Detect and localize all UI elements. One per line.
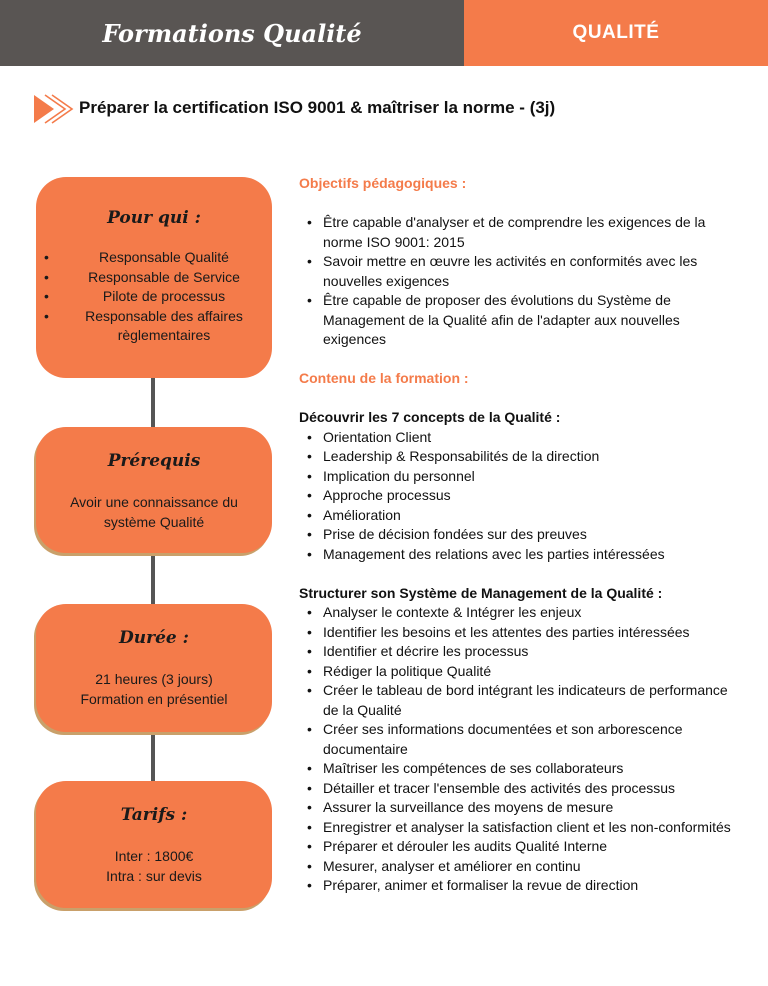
objectifs-list — [299, 213, 739, 350]
list-item: • Identifier les besoins et les attentes des parties intéressées — [307, 623, 690, 640]
list-item: • Détailler et tracer l'ensemble des activités des processus — [307, 779, 676, 796]
list-item: • Mesurer, analyser et améliorer en continu — [307, 857, 581, 874]
card-pour-qui — [36, 177, 272, 378]
card-prerequis — [36, 427, 272, 553]
list-item: • Approche processus — [307, 487, 451, 503]
list-item: • Amélioration — [307, 506, 401, 523]
list-item: • Leadership & Responsabilités de la direction — [307, 448, 600, 464]
part2-title: Structurer son Système de Management de la Qualité : — [299, 584, 663, 601]
document-title: Préparer la certification ISO 9001 & maîtriser la norme - (3j) — [79, 98, 556, 117]
card-duree-text: 21 heures (3 jours) Formation en présentiel — [80, 671, 228, 707]
list-item: • Responsable de Service — [44, 268, 240, 285]
header-category-bar — [464, 0, 768, 66]
list-item: • Prise de décision fondées sur des preuves — [307, 526, 587, 542]
header-title-bar — [0, 0, 464, 66]
list-item: • Implication du personnel — [307, 467, 475, 484]
list-item: • Être capable de proposer des évolutions du Système de Management de la Qualité afin de l'adapter aux nouvelles exigences — [307, 292, 680, 347]
list-item: • Management des relations avec les parties intéressées — [307, 545, 665, 562]
list-item: • Responsable Qualité — [44, 249, 229, 265]
content-column — [299, 174, 739, 896]
card-duree — [36, 604, 272, 732]
card-prerequis-title: Prérequis — [107, 451, 201, 471]
header-category: QUALITÉ — [572, 22, 660, 43]
list-item: • Préparer, animer et formaliser la revue de direction — [307, 877, 639, 893]
card-tarifs-title: Tarifs : — [120, 805, 188, 825]
list-item: • Créer le tableau de bord intégrant les indicateurs de performance de la Qualité — [307, 682, 728, 718]
list-item: • Assurer la surveillance des moyens de mesure — [307, 799, 614, 815]
list-item: • Responsable des affaires règlementaires — [44, 307, 243, 343]
card-tarifs-text: Inter : 1800€ Intra : sur devis — [106, 848, 202, 884]
double-chevron-icon — [34, 94, 74, 124]
list-item: • Identifier et décrire les processus — [307, 643, 529, 659]
contenu-title: Contenu de la formation : — [299, 370, 469, 386]
objectifs-title: Objectifs pédagogiques : — [299, 175, 467, 191]
list-item: • Maîtriser les compétences de ses collaborateurs — [307, 760, 624, 776]
part2-list — [299, 603, 739, 896]
list-item: • Enregistrer et analyser la satisfaction client et les non-conformités — [307, 818, 731, 835]
audience-list — [36, 248, 272, 346]
list-item: • Rédiger la politique Qualité — [307, 662, 492, 679]
list-item: • Orientation Client — [307, 428, 432, 445]
card-prerequis-text: Avoir une connaissance du système Qualité — [70, 494, 238, 530]
part1-title: Découvrir les 7 concepts de la Qualité : — [299, 409, 561, 425]
header-title: Formations Qualité — [102, 18, 362, 48]
list-item: • Savoir mettre en œuvre les activités en conformités avec les nouvelles exigences — [307, 253, 698, 289]
card-tarifs — [36, 781, 272, 908]
card-pour-qui-title: Pour qui : — [107, 208, 201, 228]
list-item: • Analyser le contexte & Intégrer les enjeux — [307, 604, 582, 620]
card-duree-title: Durée : — [119, 628, 189, 648]
list-item: • Créer ses informations documentées et son arborescence documentaire — [307, 721, 683, 757]
list-item: • Être capable d'analyser et de comprendre les exigences de la norme ISO 9001: 2015 — [307, 214, 706, 250]
list-item: • Pilote de processus — [44, 288, 226, 304]
list-item: • Préparer et dérouler les audits Qualité Interne — [307, 838, 608, 854]
part1-list — [299, 428, 739, 565]
